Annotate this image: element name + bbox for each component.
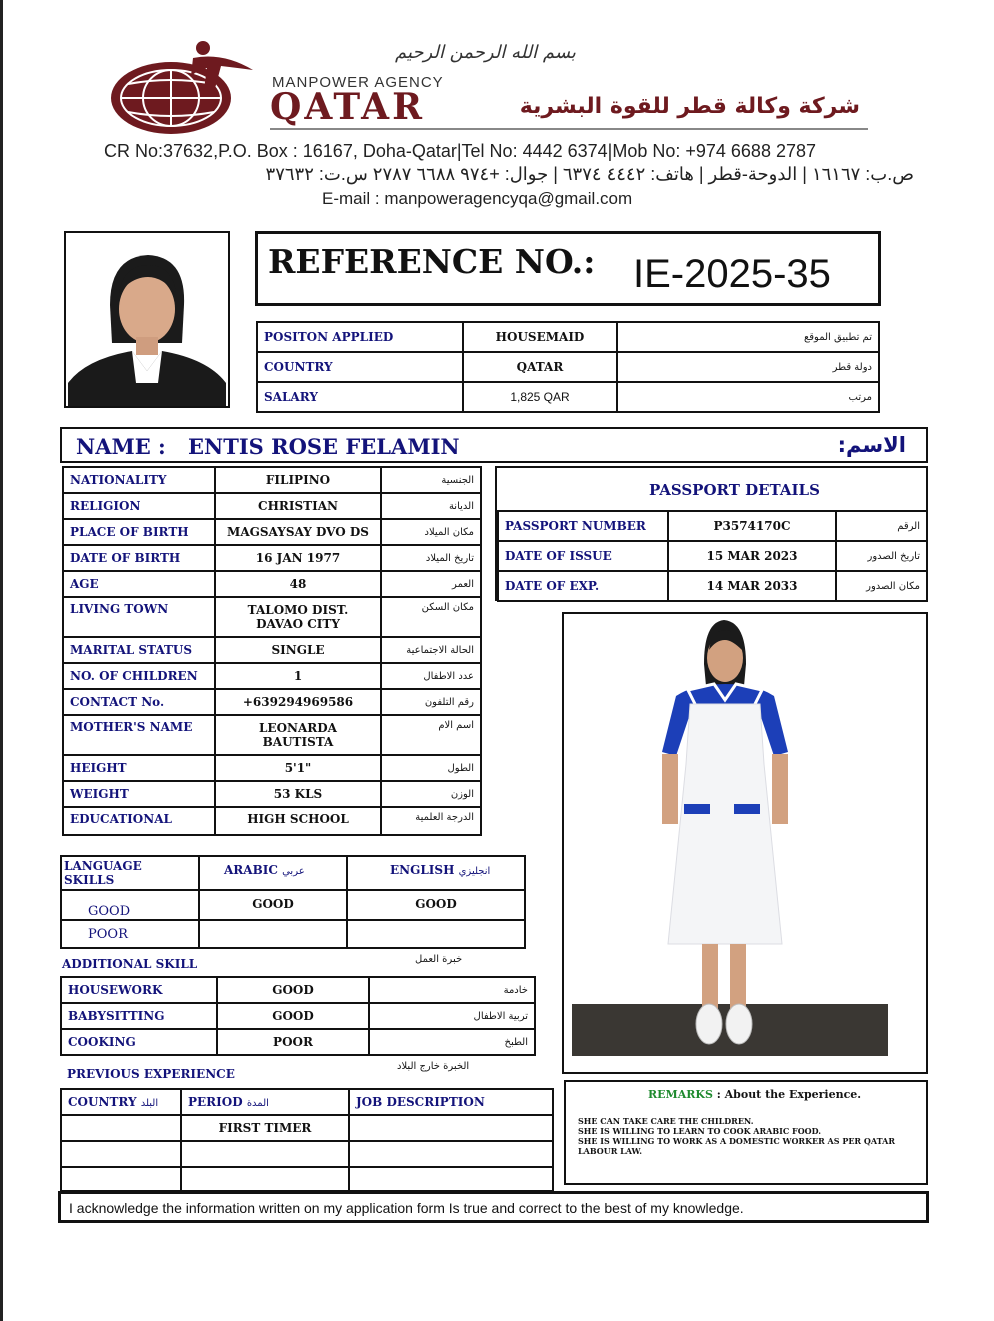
cooking-value: POOR	[217, 1029, 369, 1055]
personal-row	[63, 637, 481, 663]
mother-name-label-ar: اسم الام	[381, 715, 481, 755]
remarks-text	[578, 1116, 916, 1156]
english-label: ENGLISH	[390, 863, 455, 877]
previous-experience-title-ar: الخبرة خارج البلاد	[397, 1061, 470, 1072]
experience-country-header	[61, 1089, 181, 1115]
personal-row	[63, 597, 481, 637]
issue-date-label: DATE OF ISSUE	[498, 541, 668, 571]
country-label-ar: دولة قطر	[617, 352, 879, 382]
passport-number-label-ar: الرقم	[836, 511, 927, 541]
full-body-photo	[564, 614, 926, 1072]
name-value: ENTIS ROSE FELAMIN	[188, 434, 460, 459]
education-label-ar: الدرجة العلمية	[381, 807, 481, 835]
birthdate-value: 16 JAN 1977	[215, 545, 381, 571]
left-border	[0, 0, 3, 1321]
birthplace-label-ar: مكان الميلاد	[381, 519, 481, 545]
personal-row	[63, 519, 481, 545]
good-label: GOOD	[61, 890, 199, 920]
position-label-ar: تم تطبيق الموقع	[617, 322, 879, 352]
arabic-header	[199, 856, 347, 890]
additional-skill-title: ADDITIONAL SKILL	[62, 957, 198, 971]
weight-label-ar: الوزن	[381, 781, 481, 807]
expiry-date-value: 14 MAR 2033	[668, 571, 836, 601]
personal-row	[63, 663, 481, 689]
remarks-label-tail: About the Experience.	[724, 1088, 862, 1101]
arabic-label: ARABIC	[224, 863, 278, 877]
remark-line: SHE CAN TAKE CARE THE CHILDREN.	[578, 1116, 754, 1126]
name-label-ar: الاسم:	[837, 433, 906, 457]
personal-row	[63, 467, 481, 493]
english-poor-cell	[347, 920, 525, 948]
remarks-box	[564, 1080, 928, 1185]
living-town-label-ar: مكان السكن	[381, 597, 481, 637]
experience-table	[60, 1088, 554, 1192]
position-row	[257, 322, 879, 352]
issue-date-value: 15 MAR 2023	[668, 541, 836, 571]
religion-label: RELIGION	[63, 493, 215, 519]
remarks-header	[648, 1088, 861, 1101]
passport-number-label: PASSPORT NUMBER	[498, 511, 668, 541]
age-label: AGE	[63, 571, 215, 597]
name-bar	[60, 427, 928, 463]
cooking-label-ar: الطبخ	[369, 1029, 535, 1055]
birthplace-label: PLACE OF BIRTH	[63, 519, 215, 545]
contact-line-en: CR No:37632,P.O. Box : 16167, Doha-Qatar|Tel No: 4442 6374|Mob No: +974 6688 2787	[104, 141, 816, 161]
personal-row	[63, 715, 481, 755]
country-value: QATAR	[463, 352, 617, 382]
children-value: 1	[215, 663, 381, 689]
language-good-row	[61, 890, 525, 920]
salary-label-ar: مرتب	[617, 382, 879, 412]
expiry-date-label-ar: مكان الصدور	[836, 571, 927, 601]
issue-date-label-ar: تاريخ الصدور	[836, 541, 927, 571]
marital-label: MARITAL STATUS	[63, 637, 215, 663]
passport-number-value: P3574170C	[668, 511, 836, 541]
language-table	[60, 855, 526, 949]
cooking-label: COOKING	[61, 1029, 217, 1055]
experience-row	[61, 1167, 553, 1191]
english-label-ar: انجليزي	[458, 866, 491, 877]
height-value: 5'1"	[215, 755, 381, 781]
personal-row	[63, 807, 481, 835]
position-table	[256, 321, 880, 413]
email-line: E-mail : manpoweragencyqa@gmail.com	[322, 189, 633, 208]
age-value: 48	[215, 571, 381, 597]
contact-label-ar: رقم التلفون	[381, 689, 481, 715]
experience-country-cell	[61, 1115, 181, 1141]
skill-row	[61, 1029, 535, 1055]
mother-name-value: LEONARDA BAUTISTA	[215, 715, 381, 755]
height-label-ar: الطول	[381, 755, 481, 781]
personal-row	[63, 545, 481, 571]
babysitting-label: BABYSITTING	[61, 1003, 217, 1029]
experience-period-cell: FIRST TIMER	[181, 1115, 349, 1141]
arabic-label-ar: عربي	[282, 866, 305, 877]
experience-country-label-ar: البلد	[140, 1098, 159, 1109]
passport-title: PASSPORT DETAILS	[649, 481, 820, 499]
english-good-value: GOOD	[347, 890, 525, 920]
experience-country-label: COUNTRY	[68, 1095, 137, 1109]
remarks-sep: :	[712, 1088, 725, 1101]
english-header	[347, 856, 525, 890]
acknowledgement-text: I acknowledge the information written on my application form Is true and correct to the best of my knowledge.	[69, 1200, 744, 1216]
salary-value: 1,825 QAR	[463, 382, 617, 412]
agency-logo	[103, 40, 263, 140]
nationality-value: FILIPINO	[215, 467, 381, 493]
poor-label: POOR	[61, 920, 199, 948]
personal-row	[63, 781, 481, 807]
skill-row	[61, 977, 535, 1003]
language-poor-row	[61, 920, 525, 948]
housework-value: GOOD	[217, 977, 369, 1003]
basmala: بسم الله الرحمن الرحيم	[395, 42, 576, 63]
reference-box	[255, 231, 881, 306]
experience-job-header: JOB DESCRIPTION	[349, 1089, 553, 1115]
age-label-ar: العمر	[381, 571, 481, 597]
skill-row	[61, 1003, 535, 1029]
remark-line: SHE IS WILLING TO LEARN TO COOK ARABIC FOOD.	[578, 1126, 822, 1136]
housework-label-ar: خادمة	[369, 977, 535, 1003]
nationality-label-ar: الجنسية	[381, 467, 481, 493]
experience-job-cell	[349, 1115, 553, 1141]
experience-row	[61, 1115, 553, 1141]
acknowledgement-box	[58, 1191, 929, 1223]
nationality-label: NATIONALITY	[63, 467, 215, 493]
education-label: EDUCATIONAL	[63, 807, 215, 835]
birthdate-label: DATE OF BIRTH	[63, 545, 215, 571]
passport-row	[498, 571, 927, 601]
experience-period-label-ar: المدة	[246, 1098, 269, 1109]
contact-value: +639294969586	[215, 689, 381, 715]
position-row	[257, 352, 879, 382]
agency-subtitle: MANPOWER AGENCY	[272, 74, 444, 91]
language-header-row	[61, 856, 525, 890]
personal-row	[63, 493, 481, 519]
experience-row	[61, 1141, 553, 1167]
name-label: NAME :	[76, 434, 166, 459]
header-rule	[270, 128, 868, 130]
profile-photo	[66, 233, 228, 406]
reference-label: REFERENCE NO.:	[268, 242, 596, 281]
passport-table	[497, 510, 928, 602]
position-row	[257, 382, 879, 412]
weight-value: 53 KLS	[215, 781, 381, 807]
position-value: HOUSEMAID	[463, 322, 617, 352]
previous-experience-title: PREVIOUS EXPERIENCE	[67, 1067, 235, 1081]
full-body-photo-frame	[562, 612, 928, 1074]
birthplace-value: MAGSAYSAY DVO DS	[215, 519, 381, 545]
religion-label-ar: الديانة	[381, 493, 481, 519]
personal-row	[63, 755, 481, 781]
additional-skill-table	[60, 976, 536, 1056]
passport-row	[498, 541, 927, 571]
additional-skill-title-ar: خبرة العمل	[415, 954, 463, 965]
birthdate-label-ar: تاريخ الميلاد	[381, 545, 481, 571]
experience-period-header	[181, 1089, 349, 1115]
agency-arabic-name: شركة وكالة قطر للقوة البشرية	[519, 94, 860, 119]
remark-line: SHE IS WILLING TO WORK AS A DOMESTIC WORKER AS PER QATAR LABOUR LAW.	[578, 1136, 895, 1156]
contact-label: CONTACT No.	[63, 689, 215, 715]
experience-period-label: PERIOD	[188, 1095, 243, 1109]
height-label: HEIGHT	[63, 755, 215, 781]
personal-table	[62, 466, 482, 836]
children-label-ar: عدد الاطفال	[381, 663, 481, 689]
reference-value: IE-2025-35	[633, 252, 831, 296]
expiry-date-label: DATE OF EXP.	[498, 571, 668, 601]
living-town-value: TALOMO DIST. DAVAO CITY	[215, 597, 381, 637]
contact-line-ar: ص.ب: ١٦١٦٧ | الدوحة-قطر | هاتف: ٤٤٤٢ ٦٣٧٤ | جوال: +٩٧٤ ٦٦٨٨ ٢٧٨٧ س.ت: ٣٧٦٣٢	[265, 164, 914, 184]
children-label: NO. OF CHILDREN	[63, 663, 215, 689]
personal-row	[63, 689, 481, 715]
marital-value: SINGLE	[215, 637, 381, 663]
language-skills-label: LANGUAGE SKILLS	[61, 856, 199, 890]
remarks-label: REMARKS	[648, 1088, 713, 1101]
mother-name-label: MOTHER'S NAME	[63, 715, 215, 755]
arabic-good-value: GOOD	[199, 890, 347, 920]
profile-photo-frame	[64, 231, 230, 408]
arabic-poor-cell	[199, 920, 347, 948]
religion-value: CHRISTIAN	[215, 493, 381, 519]
education-value: HIGH SCHOOL	[215, 807, 381, 835]
salary-label: SALARY	[257, 382, 463, 412]
living-town-label: LIVING TOWN	[63, 597, 215, 637]
passport-row	[498, 511, 927, 541]
experience-header-row	[61, 1089, 553, 1115]
babysitting-value: GOOD	[217, 1003, 369, 1029]
position-label: POSITON APPLIED	[257, 322, 463, 352]
agency-title: QATAR	[270, 86, 425, 128]
marital-label-ar: الحالة الاجتماعية	[381, 637, 481, 663]
housework-label: HOUSEWORK	[61, 977, 217, 1003]
country-label: COUNTRY	[257, 352, 463, 382]
babysitting-label-ar: تربية الاطفال	[369, 1003, 535, 1029]
personal-row	[63, 571, 481, 597]
weight-label: WEIGHT	[63, 781, 215, 807]
